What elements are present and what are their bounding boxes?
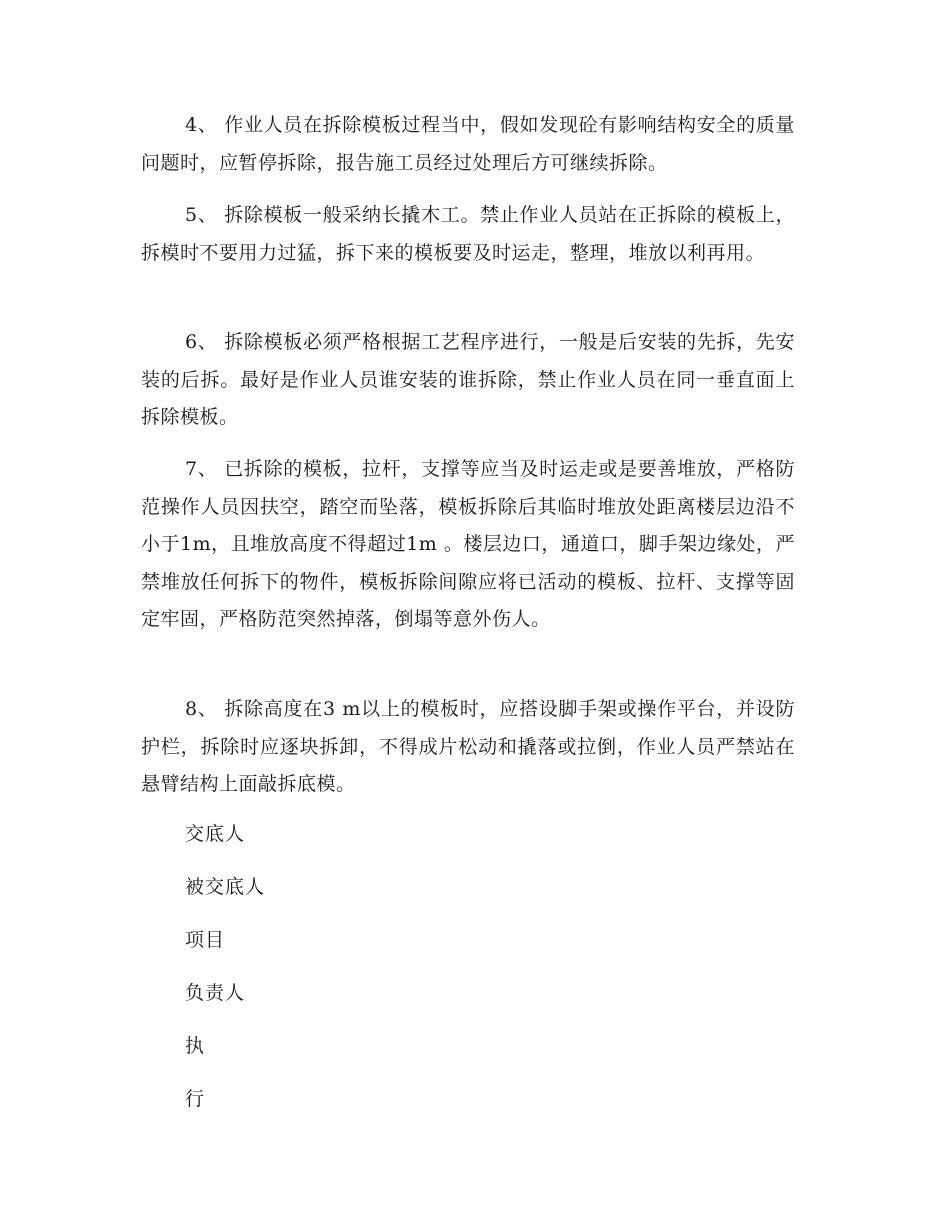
signature-label-recipient: 被交底人 bbox=[185, 876, 266, 898]
signature-label-handover-person: 交底人 bbox=[185, 823, 246, 845]
signature-label-project: 项目 bbox=[185, 929, 226, 951]
paragraph-item-8: 8、 拆除高度在3 m以上的模板时，应搭设脚手架或操作平台，并设防护栏，拆除时应逐块拆卸，不得成片松动和撬落或拉倒，作业人员严禁站在悬臂结构上面敲拆底模。 bbox=[141, 698, 795, 795]
paragraph-item-6: 6、 拆除模板必须严格根据工艺程序进行，一般是后安装的先拆，先安装的后拆。最好是作业人员谁安装的谁拆除，禁止作业人员在同一垂直面上拆除模板。 bbox=[141, 331, 795, 428]
signature-label-responsible-person: 负责人 bbox=[185, 982, 246, 1004]
paragraph-item-7: 7、 已拆除的模板，拉杆，支撑等应当及时运走或是要善堆放，严格防范操作人员因扶空，踏空而坠落，模板拆除后其临时堆放处距离楼层边沿不小于1m，且堆放高度不得超过1m 。楼层边口，通道口，脚手架边缘处，严禁堆放任何拆下的物件，模板拆除间隙应将已活动的模板、拉杆、支撑等固定牢固，严格防范突然掉落，倒塌等意外伤人。 bbox=[141, 458, 795, 630]
paragraph-item-4: 4、 作业人员在拆除模板过程当中，假如发现砼有影响结构安全的质量问题时，应暂停拆除，报告施工员经过处理后方可继续拆除。 bbox=[141, 114, 795, 174]
signature-label-execute-1: 执 bbox=[185, 1035, 206, 1057]
signature-label-execute-2: 行 bbox=[185, 1088, 206, 1110]
paragraph-item-5: 5、 拆除模板一般采纳长撬木工。禁止作业人员站在正拆除的模板上，拆模时不要用力过猛，拆下来的模板要及时运走，整理，堆放以利再用。 bbox=[141, 204, 795, 264]
